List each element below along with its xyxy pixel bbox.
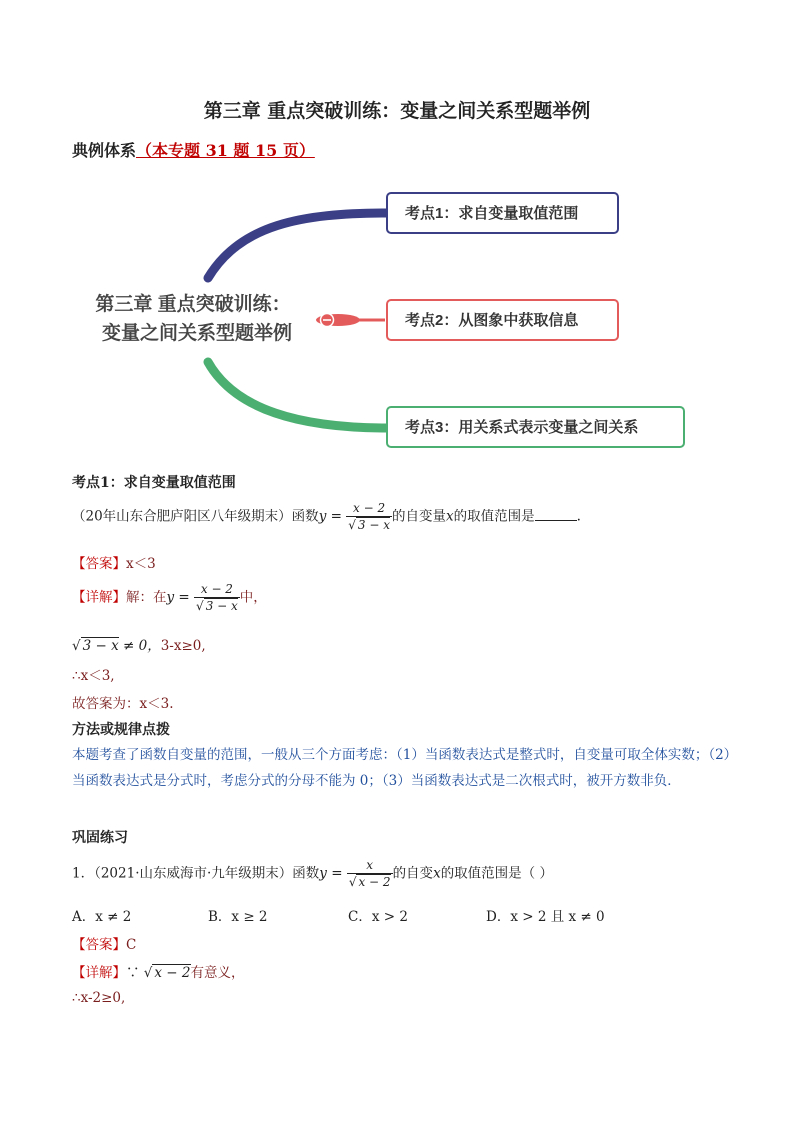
- mindmap-node-3: 考点3：用关系式表示变量之间关系: [405, 419, 639, 436]
- section1-step2: ∴x＜3,: [72, 668, 115, 684]
- practice-answer: 【答案】C: [72, 937, 137, 953]
- practice-step1: ∴x-2≥0,: [72, 990, 126, 1006]
- mindmap-node-1: 考点1：求自变量取值范围: [405, 205, 579, 222]
- option-c: C．x > 2: [348, 909, 408, 925]
- mind-map: [0, 180, 794, 470]
- practice-q1: 1．（2021·山东威海市·九年级期末）函数y = $\frac{x}{√ x - 2}$ 的自变x的取值范围是（ ）: [72, 858, 553, 889]
- option-b: B．x ≥ 2: [208, 909, 268, 925]
- section1-question: （20年山东合肥庐阳区八年级期末）函数y = $\frac{x - 2}{√ 3 - x}$ 的自变量x的取值范围是 .: [72, 501, 581, 532]
- option-d: D．x > 2 且 x ≠ 0: [486, 909, 605, 925]
- mindmap-branch-1: [208, 213, 388, 278]
- section1-step3: 故答案为：x＜3.: [72, 696, 174, 712]
- overview-note: （本专题 31 题 15 页）: [136, 141, 315, 160]
- section1-heading: 考点1：求自变量取值范围: [72, 475, 236, 491]
- mindmap-center-line2: 变量之间关系型题举例: [101, 323, 293, 344]
- mindmap-center-line1: 第三章 重点突破训练：: [95, 294, 291, 315]
- section1-detail: 【详解】解：在y = $\frac{x - 2}{√ 3 - x}$ 中，: [72, 582, 267, 613]
- overview-heading: [72, 138, 315, 161]
- mindmap-branch-3: [208, 362, 388, 428]
- fraction: $\frac{x - 2}{√ 3 - x}$: [348, 501, 390, 532]
- overview-label: 典例体系: [72, 141, 137, 160]
- mindmap-node-2: 考点2：从图象中获取信息: [405, 312, 579, 329]
- page-title: 第三章 重点突破训练：变量之间关系型题举例: [203, 100, 591, 122]
- practice-heading: 巩固练习: [72, 830, 128, 846]
- method-text: 本题考查了函数自变量的范围，一般从三个方面考虑：（1）当函数表达式是整式时，自变量可取全体实数；（2）当函数表达式是分式时，考虑分式的分母不能为 0；（3）当函数表达式是二次根式时，被开方数非负．: [72, 747, 731, 789]
- practice-detail: 【详解】∵ √ x − 2有意义，: [72, 965, 245, 981]
- section1-step1: √ 3 − x ≠ 0，3-x≥0,: [72, 638, 206, 654]
- method-heading: 方法或规律点拨: [72, 722, 170, 738]
- section1-answer: 【答案】x＜3: [72, 556, 156, 572]
- option-a: A．x ≠ 2: [72, 909, 132, 925]
- answer-blank: [535, 520, 577, 521]
